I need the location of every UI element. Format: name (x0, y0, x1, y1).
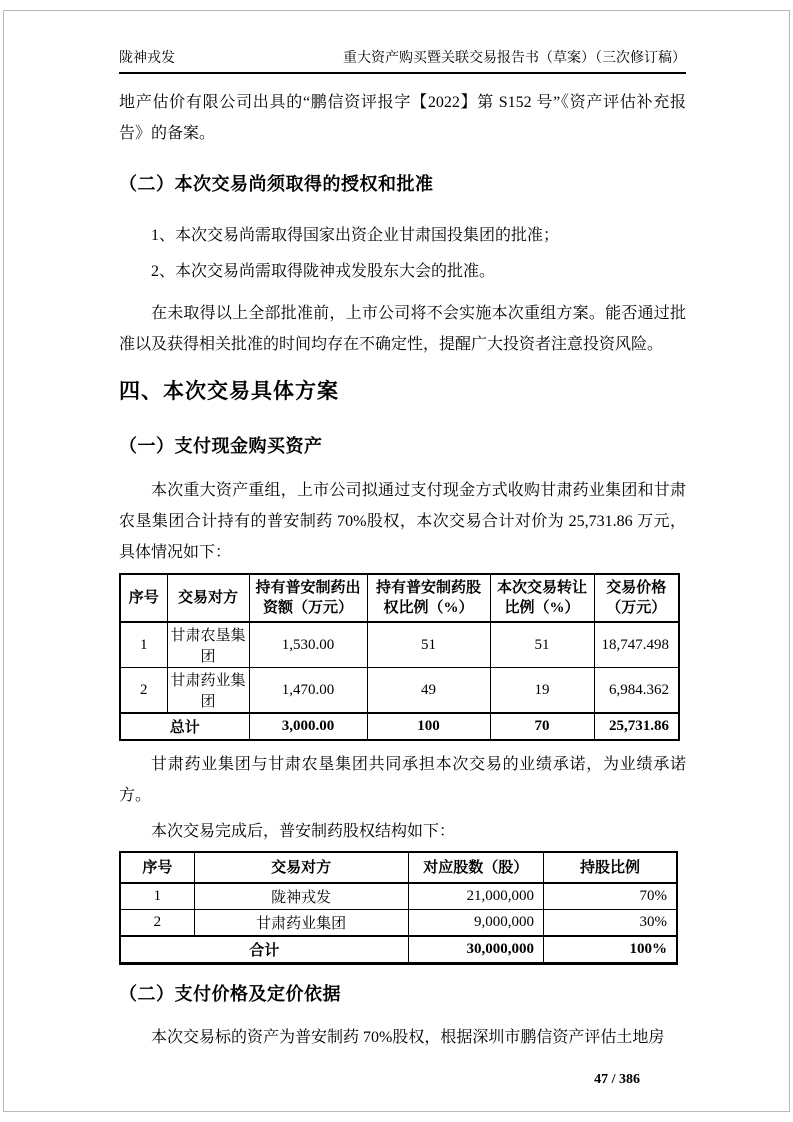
col-header-transfer-ratio: 本次交易转让比例（%） (490, 574, 594, 622)
cell-total-equity-ratio: 100 (367, 713, 490, 740)
paragraph-filing: 地产估价有限公司出具的“鹏信资评报字【2022】第 S152 号”《资产评估补充报告》的备案。 (119, 94, 686, 142)
cell-total-transfer-ratio: 70 (490, 713, 594, 740)
cell-shareholder: 甘肃药业集团 (194, 910, 408, 937)
paragraph-approval-item-1: 1、本次交易尚需取得国家出资企业甘肃国投集团的批准； (151, 227, 560, 244)
page-header (119, 50, 686, 74)
col-header-equity-ratio: 持有普安制药股权比例（%） (367, 574, 490, 622)
cell-equity-ratio: 51 (367, 622, 490, 668)
cell-counterparty: 甘肃药业集团 (167, 668, 249, 714)
transaction-counterparty-table (119, 573, 680, 741)
header-report-title: 重大资产购买暨关联交易报告书（草案）（三次修订稿） (343, 51, 686, 66)
cell-shares: 9,000,000 (408, 910, 543, 937)
paragraph-performance-promise: 甘肃药业集团与甘肃农垦集团共同承担本次交易的业绩承诺，为业绩承诺方。 (119, 756, 686, 804)
cell-shares: 21,000,000 (408, 883, 543, 910)
cell-price: 18,747.498 (594, 622, 679, 668)
col-header-price: 交易价格（万元） (594, 574, 679, 622)
cell-counterparty: 甘肃农垦集团 (167, 622, 249, 668)
col-header-index: 序号 (120, 852, 194, 883)
cell-capital: 1,530.00 (249, 622, 367, 668)
col-header-shareholder: 交易对方 (194, 852, 408, 883)
cell-total-price: 25,731.86 (594, 713, 679, 740)
col-header-counterparty: 交易对方 (167, 574, 249, 622)
paragraph-risk-notice: 在未取得以上全部批准前，上市公司将不会实施本次重组方案。能否通过批准以及获得相关批准的时间均存在不确定性，提醒广大投资者注意投资风险。 (119, 305, 686, 353)
table-total-row (120, 713, 679, 740)
paragraph-equity-structure-intro: 本次交易完成后，普安制药股权结构如下： (151, 823, 456, 840)
heading-section-2-pricing: （二）支付价格及定价依据 (119, 984, 341, 1004)
col-header-capital: 持有普安制药出资额（万元） (249, 574, 367, 622)
cell-total-label: 总计 (120, 713, 249, 740)
cell-index: 1 (120, 883, 194, 910)
heading-section-1-cash-purchase: （一）支付现金购买资产 (119, 436, 323, 456)
paragraph-deal-summary: 本次重大资产重组，上市公司拟通过支付现金方式收购甘肃药业集团和甘肃农垦集团合计持有的普安制药 70%股权，本次交易合计对价为 25,731.86 万元，具体情况如下： (119, 482, 686, 561)
cell-total-holding-ratio: 100% (544, 936, 677, 964)
header-company-name: 陇神戎发 (119, 51, 175, 66)
cell-shareholder: 陇神戎发 (194, 883, 408, 910)
table-row (120, 883, 677, 910)
table-row (120, 622, 679, 668)
table-total-row (120, 936, 677, 964)
cell-price: 6,984.362 (594, 668, 679, 714)
cell-holding-ratio: 70% (544, 883, 677, 910)
cell-index: 2 (120, 668, 167, 714)
page-number: 47 / 386 (594, 1072, 640, 1087)
paragraph-pricing-basis: 本次交易标的资产为普安制药 70%股权，根据深圳市鹏信资产评估土地房 (151, 1029, 665, 1046)
cell-transfer-ratio: 51 (490, 622, 594, 668)
cell-total-label: 合计 (120, 936, 408, 964)
cell-total-shares: 30,000,000 (408, 936, 543, 964)
table-header (120, 852, 677, 883)
equity-structure-table (119, 851, 678, 965)
table-row (120, 668, 679, 714)
heading-section-2-approvals: （二）本次交易尚须取得的授权和批准 (119, 174, 434, 194)
table-header (120, 574, 679, 622)
cell-capital: 1,470.00 (249, 668, 367, 714)
table-header-row (120, 852, 677, 883)
page-content (119, 0, 686, 1089)
paragraph-approval-item-2: 2、本次交易尚需取得陇神戎发股东大会的批准。 (151, 263, 496, 280)
cell-equity-ratio: 49 (367, 668, 490, 714)
cell-index: 1 (120, 622, 167, 668)
heading-chapter-4: 四、本次交易具体方案 (119, 380, 339, 403)
col-header-index: 序号 (120, 574, 167, 622)
cell-total-capital: 3,000.00 (249, 713, 367, 740)
cell-transfer-ratio: 19 (490, 668, 594, 714)
cell-holding-ratio: 30% (544, 910, 677, 937)
table-row (120, 910, 677, 937)
col-header-holding-ratio: 持股比例 (544, 852, 677, 883)
cell-index: 2 (120, 910, 194, 937)
col-header-shares: 对应股数（股） (408, 852, 543, 883)
table-header-row (120, 574, 679, 622)
